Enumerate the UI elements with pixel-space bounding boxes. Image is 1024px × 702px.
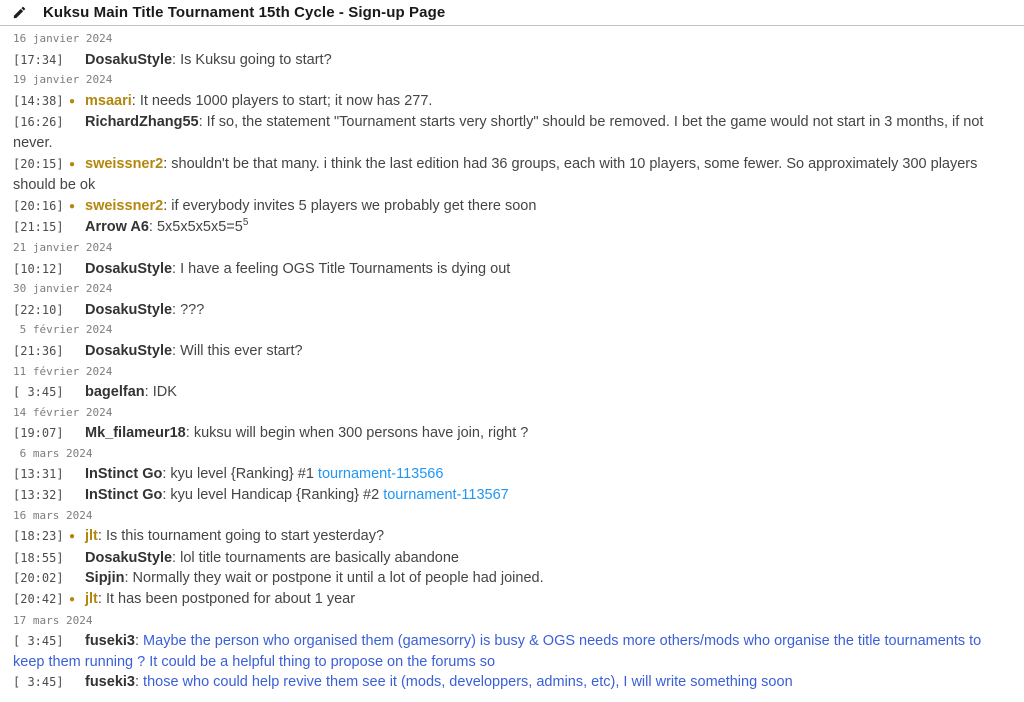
message-text: I have a feeling OGS Title Tournaments is dying out: [180, 260, 511, 277]
message-timestamp: [ 3:45]: [13, 634, 64, 649]
chat-message: [18:23] ● jlt: Is this tournament going to start yesterday?: [13, 526, 1014, 548]
chat-message: [19:07] Mk_filameur18: kuksu will begin when 300 persons have join, right ?: [13, 423, 1014, 444]
supporter-dot-icon: ●: [69, 594, 76, 606]
message-text: if everybody invites 5 players we probably get there soon: [171, 197, 537, 214]
message-timestamp: [20:42]: [13, 592, 64, 607]
tournament-link[interactable]: tournament-113566: [317, 466, 444, 483]
chat-message: [ 3:45] fuseki3: those who could help revive them see it (mods, developpers, admins, etc), I will write something soon: [13, 672, 1014, 693]
username-link[interactable]: RichardZhang55: [85, 114, 199, 131]
date-separator: 19 janvier 2024: [13, 73, 113, 87]
supporter-dot-icon: ●: [69, 158, 76, 170]
message-timestamp: [22:10]: [13, 302, 64, 317]
username-link[interactable]: DosakuStyle: [85, 301, 173, 318]
chat-log[interactable]: [0, 26, 1024, 693]
chat-message: [22:10] DosakuStyle: ???: [13, 300, 1014, 321]
message-timestamp: [20:16]: [13, 198, 64, 213]
chat-message: [18:55] DosakuStyle: lol title tournaments are basically abandone: [13, 548, 1014, 569]
message-text: those who could help revive them see it (mods, developpers, admins, etc), I will write something soon: [143, 674, 793, 691]
message-text: Is Kuksu going to start?: [180, 51, 332, 68]
chat-message: [ 3:45] fuseki3: Maybe the person who organised them (gamesorry) is busy & OGS needs more others/mods who organise the title tournaments to keep them running ? It could be a helpful thing to propose on the forums so: [13, 633, 982, 670]
message-text: 5x5x5x5x5=5: [156, 219, 243, 236]
message-timestamp: [18:55]: [13, 550, 64, 565]
username-link[interactable]: DosakuStyle: [85, 342, 173, 359]
username-link[interactable]: Sipjin: [85, 570, 125, 587]
username-link[interactable]: DosakuStyle: [85, 260, 173, 277]
message-text: kyu level Handicap {Ranking} #2: [170, 487, 384, 504]
username-link[interactable]: DosakuStyle: [85, 549, 173, 566]
message-timestamp: [13:32]: [13, 488, 64, 503]
message-text: Normally they wait or postpone it until a lot of people had joined.: [132, 570, 544, 587]
message-text: Will this ever start?: [180, 342, 303, 359]
username-link[interactable]: Mk_filameur18: [85, 425, 186, 442]
message-timestamp: [17:34]: [13, 52, 64, 67]
chat-message: [20:16] ● sweissner2: if everybody invites 5 players we probably get there soon: [13, 196, 1014, 218]
date-separator: 5 février 2024: [13, 323, 113, 337]
supporter-dot-icon: ●: [69, 95, 76, 107]
username-link[interactable]: sweissner2: [85, 197, 164, 214]
message-text: Maybe the person who organised them (gamesorry) is busy & OGS needs more others/mods who organise the title tournaments to keep them running ? It could be a helpful thing to propose on the forums so: [13, 633, 982, 670]
message-timestamp: [13:31]: [13, 467, 64, 482]
message-text: shouldn't be that many. i think the last edition had 36 groups, each with 10 players, some fewer. So approximately 300 players should be ok: [13, 155, 978, 194]
username-link[interactable]: bagelfan: [85, 384, 145, 401]
message-text: kyu level {Ranking} #1: [170, 466, 318, 483]
chat-message: [21:15] Arrow A6: $5x5x5x5x5=5^5$: [13, 217, 1014, 238]
tournament-link[interactable]: tournament-113567: [383, 487, 509, 504]
chat-message: [21:36] DosakuStyle: Will this ever start?: [13, 341, 1014, 362]
message-text: IDK: [152, 384, 177, 401]
username-link[interactable]: msaari: [85, 92, 132, 109]
username-link[interactable]: Arrow A6: [85, 219, 149, 236]
date-separator: 11 février 2024: [13, 364, 113, 378]
username-link[interactable]: DosakuStyle: [85, 51, 173, 68]
supporter-dot-icon: ●: [69, 200, 76, 212]
message-timestamp: [18:23]: [13, 529, 64, 544]
username-link[interactable]: InStinct Go: [85, 487, 163, 504]
chat-message: [13:32] InStinct Go: kyu level Handicap {Ranking} #2 tournament-113567: [13, 485, 1014, 506]
message-timestamp: [20:15]: [13, 156, 64, 171]
username-link[interactable]: InStinct Go: [85, 466, 163, 483]
message-timestamp: [ 3:45]: [13, 675, 64, 690]
chat-message: [16:26] RichardZhang55: If so, the statement "Tournament starts very shortly" should be removed. I bet the game would not start in 3 months, if not never.: [13, 114, 984, 151]
message-text: ???: [180, 301, 205, 318]
username-link[interactable]: fuseki3: [85, 674, 135, 691]
chat-message: [13:31] InStinct Go: kyu level {Ranking} #1 tournament-113566: [13, 464, 1014, 485]
chat-header: [0, 0, 1024, 26]
date-separator: 6 mars 2024: [13, 446, 93, 460]
message-text: kuksu will begin when 300 persons have join, right ?: [193, 425, 529, 442]
message-timestamp: [10:12]: [13, 261, 64, 276]
chat-message: [20:15] ● sweissner2: shouldn't be that many. i think the last edition had 36 groups, each with 10 players, some fewer. So approximately 300 players should be ok: [13, 155, 978, 194]
message-timestamp: [21:15]: [13, 220, 64, 235]
page-title: Kuksu Main Title Tournament 15th Cycle - Sign-up Page: [43, 4, 446, 21]
date-separator: 17 mars 2024: [13, 613, 93, 627]
message-text: Is this tournament going to start yesterday?: [105, 528, 385, 545]
chat-message: [14:38] ● msaari: It needs 1000 players to start; it now has 277.: [13, 91, 1014, 113]
message-timestamp: [14:38]: [13, 93, 64, 108]
supporter-dot-icon: ●: [69, 531, 76, 543]
chat-message: [20:02] Sipjin: Normally they wait or postpone it until a lot of people had joined.: [13, 568, 1014, 589]
username-link[interactable]: jlt: [85, 528, 98, 545]
date-separator: 14 février 2024: [13, 405, 113, 419]
superscript-text: 5: [242, 217, 249, 229]
message-timestamp: [21:36]: [13, 343, 64, 358]
date-separator: 21 janvier 2024: [13, 240, 113, 254]
message-text: It has been postponed for about 1 year: [105, 591, 356, 608]
username-link[interactable]: jlt: [85, 591, 98, 608]
message-text: lol title tournaments are basically abandone: [180, 549, 460, 566]
chat-message: [20:42] ● jlt: It has been postponed for about 1 year: [13, 589, 1014, 611]
pencil-icon: [12, 5, 27, 20]
chat-message: [ 3:45] bagelfan: IDK: [13, 382, 1014, 403]
chat-message: [10:12] DosakuStyle: I have a feeling OGS Title Tournaments is dying out: [13, 259, 1014, 280]
chat-message: [17:34] DosakuStyle: Is Kuksu going to start?: [13, 50, 1014, 71]
message-timestamp: [16:26]: [13, 115, 64, 130]
date-separator: 30 janvier 2024: [13, 282, 113, 296]
date-separator: 16 mars 2024: [13, 508, 93, 522]
message-timestamp: [19:07]: [13, 426, 64, 441]
date-separator: 16 janvier 2024: [13, 32, 113, 45]
message-text: It needs 1000 players to start; it now has 277.: [139, 92, 433, 109]
username-link[interactable]: fuseki3: [85, 633, 135, 650]
message-timestamp: [20:02]: [13, 571, 64, 586]
message-timestamp: [ 3:45]: [13, 385, 64, 400]
username-link[interactable]: sweissner2: [85, 155, 164, 172]
message-text: If so, the statement "Tournament starts very shortly" should be removed. I bet the game would not start in 3 months, if not never.: [13, 114, 984, 151]
